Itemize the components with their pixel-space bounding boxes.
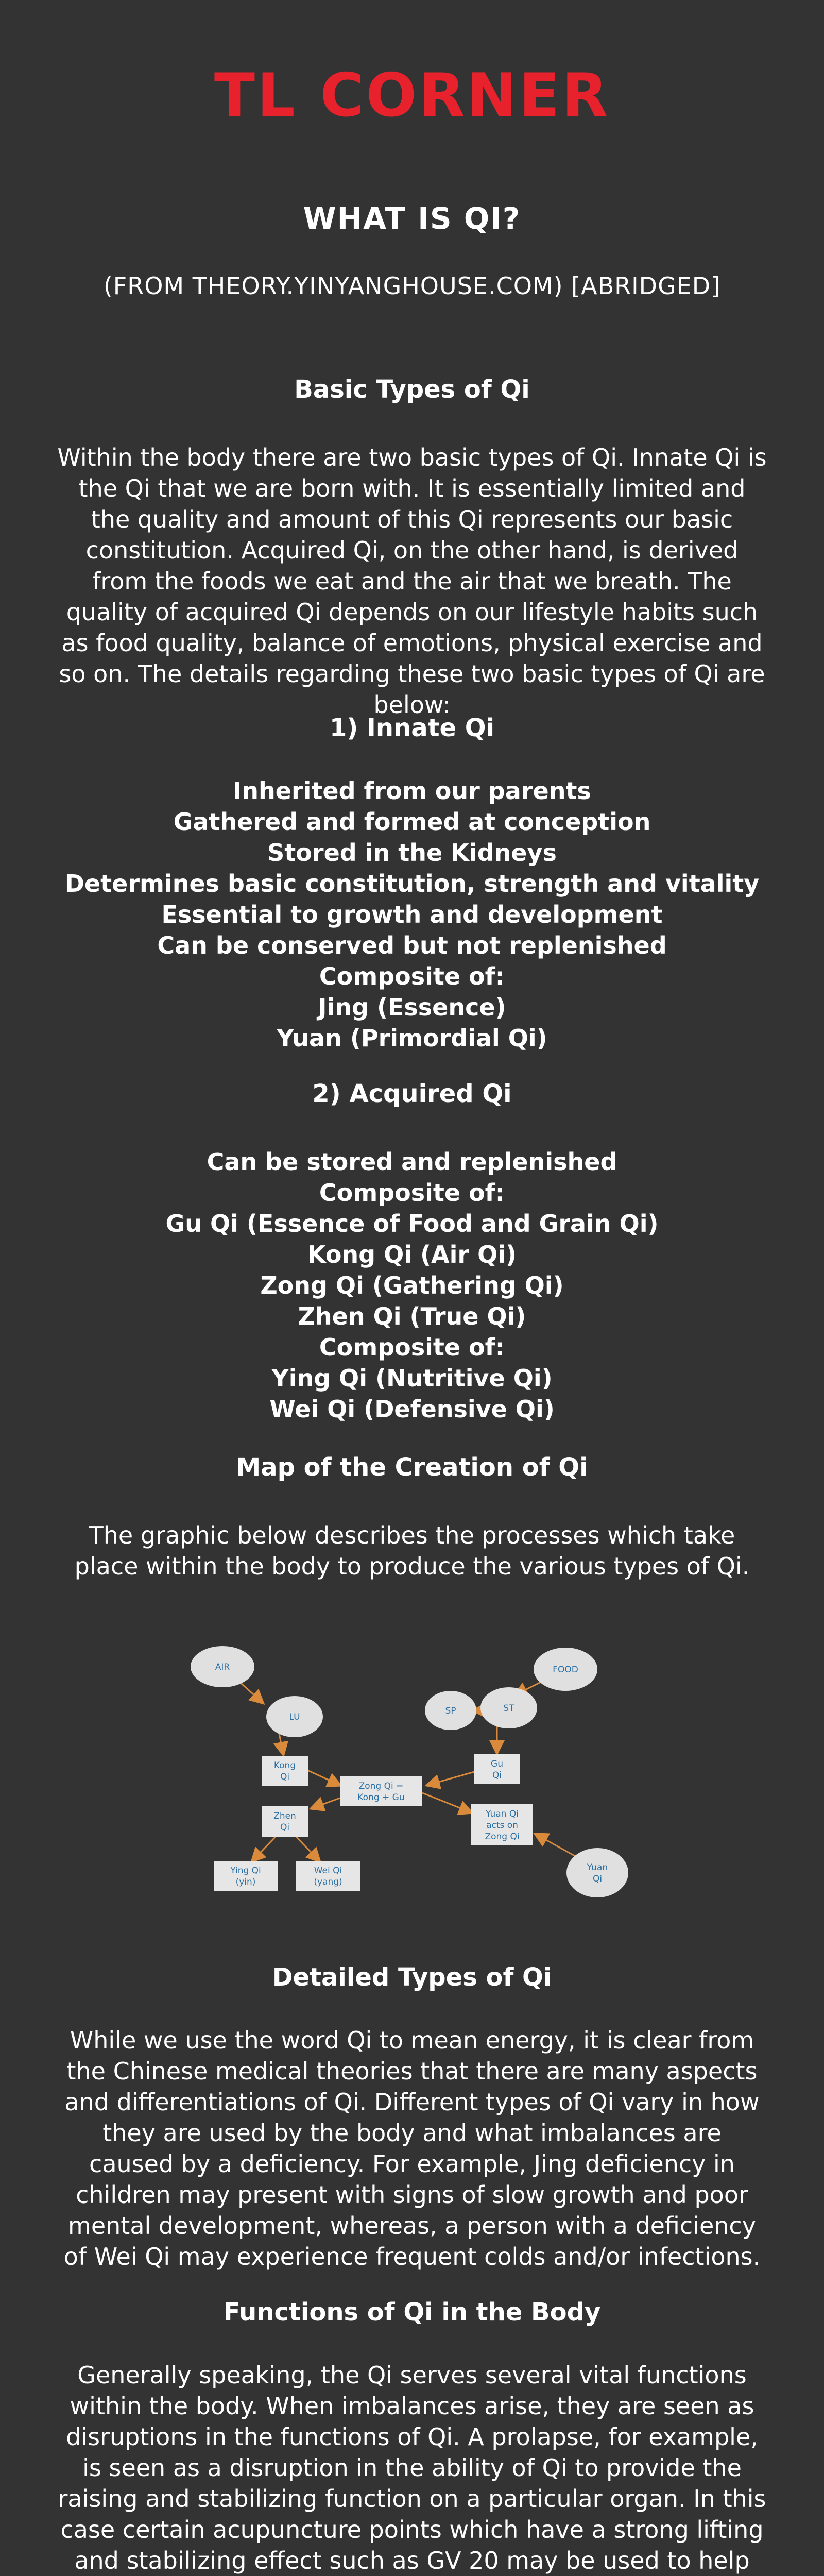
list-item: Determines basic constitution, strength and vitality (64, 870, 760, 897)
list-item: Essential to growth and development (161, 901, 663, 928)
section-heading-innate: 1) Innate Qi (329, 714, 495, 742)
innate-list (0, 775, 824, 1054)
page-title: TL CORNER (214, 61, 610, 130)
list-item: Yuan (Primordial Qi) (277, 1024, 547, 1052)
zong-label-2: Kong + Gu (357, 1792, 405, 1803)
wei-label-1: Wei Qi (314, 1866, 342, 1876)
kong-label-2: Qi (280, 1772, 290, 1782)
lu-label: LU (289, 1712, 300, 1722)
functions-paragraph: Generally speaking, the Qi serves several vital functions within the body. When imbalances arise, they are seen as disruptions in the functions of Qi. A prolapse, for example, is seen as a disruption in the ability of Qi to provide the raising and stabilizing function on a particular organ. In this case certain acupuncture points which have a strong lifting and stabilizing effect such as GV 20 may be used to help (58, 2361, 766, 2574)
article-heading: WHAT IS QI? (303, 201, 521, 236)
list-item: Jing (Essence) (318, 993, 506, 1021)
list-item: Composite of: (319, 1333, 505, 1361)
yuan-label-2: Qi (592, 1874, 603, 1884)
arrow-zhen-to-wei (296, 1837, 319, 1861)
food-label: FOOD (553, 1665, 578, 1675)
list-item: Zhen Qi (True Qi) (298, 1302, 526, 1330)
arrow-zhen-to-ying (252, 1837, 276, 1861)
list-item: Can be stored and replenished (207, 1148, 617, 1176)
list-item: Kong Qi (Air Qi) (307, 1241, 517, 1268)
ying-label-1: Ying Qi (230, 1866, 261, 1876)
gu-label-2: Qi (492, 1770, 502, 1781)
sp-label: SP (445, 1706, 456, 1716)
gu-label-1: Gu (491, 1759, 503, 1769)
map-paragraph: The graphic below describes the processes which take place within the body to produce the various types of Qi. (74, 1521, 750, 1580)
source-line: (FROM THEORY.YINYANGHOUSE.COM) [ABRIDGED] (103, 272, 721, 300)
list-item: Gu Qi (Essence of Food and Grain Qi) (165, 1210, 659, 1238)
list-item: Stored in the Kidneys (267, 839, 557, 867)
list-item: Zong Qi (Gathering Qi) (260, 1272, 564, 1299)
section-heading-basic-types: Basic Types of Qi (294, 375, 530, 404)
section-heading-functions: Functions of Qi in the Body (223, 2298, 601, 2327)
ying-label-2: (yin) (235, 1877, 256, 1887)
list-item: Gathered and formed at conception (173, 808, 651, 836)
yuan-node (566, 1848, 628, 1897)
qi-creation-diagram (185, 1638, 649, 1927)
section-heading-acquired: 2) Acquired Qi (312, 1079, 512, 1108)
list-item: Inherited from our parents (233, 777, 591, 805)
section-heading-map: Map of the Creation of Qi (236, 1453, 588, 1482)
list-item: Wei Qi (Defensive Qi) (269, 1395, 555, 1423)
list-item: Can be conserved but not replenished (157, 931, 667, 959)
st-label: ST (503, 1703, 514, 1714)
zong-label-1: Zong Qi = (358, 1781, 404, 1791)
yuanacts-label-2: acts on (486, 1820, 518, 1831)
arrow-kong-to-zong (306, 1770, 340, 1785)
list-item: Composite of: (319, 1179, 505, 1207)
list-item: Composite of: (319, 962, 505, 990)
detailed-paragraph: While we use the word Qi to mean energy, it is clear from the Chinese medical theories that there are many aspects and differentiations of Qi. Different types of Qi vary in how they are used by the body and what imbalances are caused by a deficiency. For example, Jing deficiency in children may present with signs of slow growth and poor mental development, whereas, a person with a deficiency of Wei Qi may experience frequent colds and/or infections. (63, 2026, 761, 2270)
kong-label-1: Kong (273, 1760, 296, 1771)
wei-label-2: (yang) (314, 1877, 342, 1887)
yuanacts-label-3: Zong Qi (485, 1832, 520, 1842)
arrow-gu-to-zong (427, 1770, 482, 1785)
air-label: AIR (215, 1662, 230, 1672)
section-heading-detailed: Detailed Types of Qi (272, 1963, 552, 1992)
yuan-label-1: Yuan (587, 1862, 608, 1873)
zhen-label-2: Qi (280, 1822, 290, 1833)
arrow-zong-to-zhen (312, 1798, 340, 1808)
basic-types-paragraph: Within the body there are two basic types of Qi. Innate Qi is the Qi that we are born with. It is essentially limited and the quality and amount of this Qi represents our basic constitution. Acquired Qi, on the other hand, is derived from the foods we eat and the air that we breath. The quality of acquired Qi depends on our lifestyle habits such as food quality, balance of emotions, physical exercise and so on. The details regarding these two basic types of Qi are below: (57, 444, 767, 719)
zhen-label-1: Zhen (273, 1811, 296, 1821)
yuanacts-label-1: Yuan Qi (486, 1809, 519, 1819)
list-item: Ying Qi (Nutritive Qi) (271, 1364, 553, 1392)
acquired-list (0, 1146, 824, 1425)
arrow-zong-to-yuanacts (422, 1793, 471, 1812)
